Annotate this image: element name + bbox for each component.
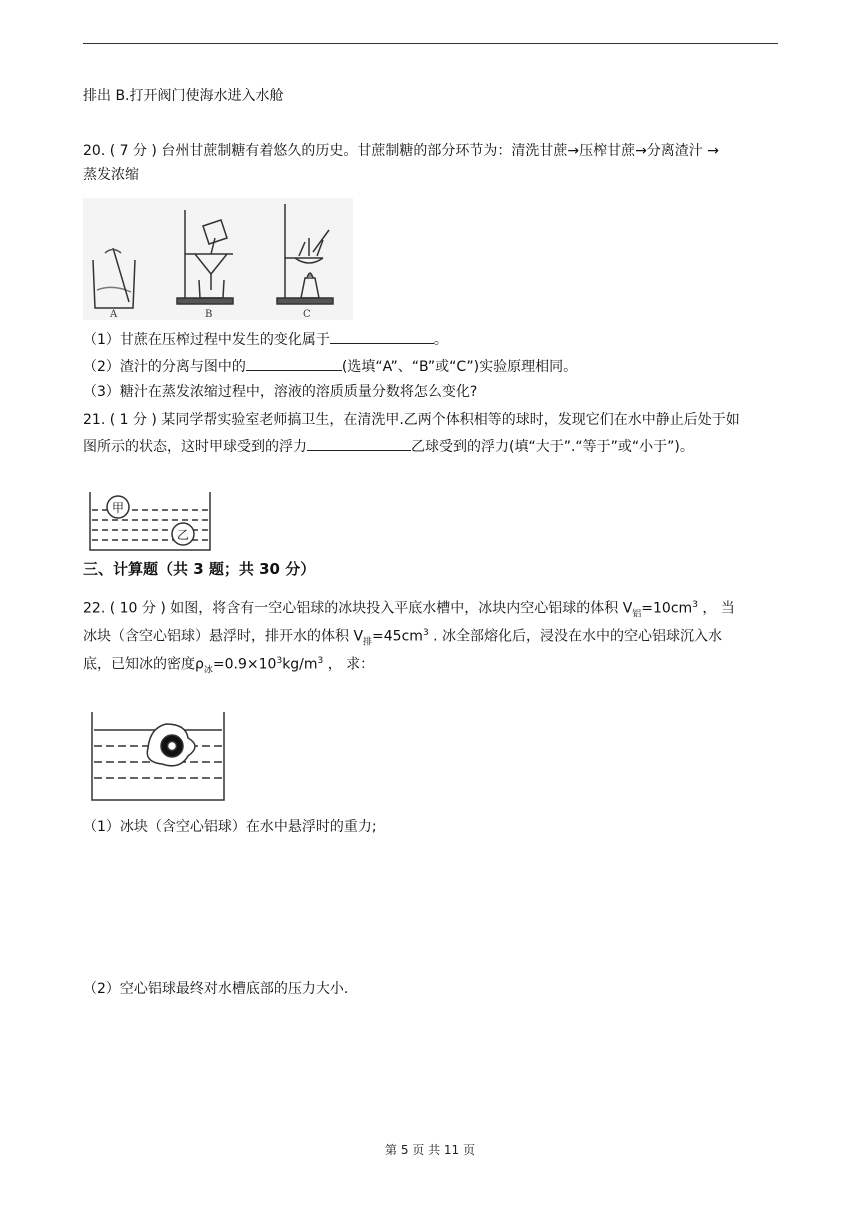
q22-line3-sup: 3 bbox=[276, 656, 283, 666]
figure-label-c: C bbox=[303, 309, 311, 320]
q21-line2-prefix: 图所示的状态，这时甲球受到的浮力 bbox=[83, 439, 307, 455]
q22-line2-sub: 排 bbox=[363, 637, 373, 648]
q20-sub2-suffix: (选填“A”、“B”或“C”)实验原理相同。 bbox=[341, 359, 578, 375]
q21-stem-line2 bbox=[83, 436, 694, 457]
q22-stem-line1 bbox=[83, 595, 735, 624]
q22-sub1: （1）冰块（含空心铝球）在水中悬浮时的重力; bbox=[83, 819, 377, 835]
q21-blank[interactable] bbox=[307, 436, 411, 451]
carryover-line: 排出 B.打开阀门使海水进入水舱 bbox=[83, 88, 284, 104]
q20-stem-line2: 蒸发浓缩 bbox=[83, 167, 139, 183]
q22-line3-value: =0.9×10 bbox=[212, 656, 277, 673]
q22-line3-sup2: 3 bbox=[317, 656, 324, 666]
q20-apparatus-figure bbox=[83, 198, 353, 320]
q20-sub1-prefix: （1）甘蔗在压榨过程中发生的变化属于 bbox=[83, 332, 330, 348]
q22-line1-sub: 铝 bbox=[632, 609, 642, 620]
q22-line1-value: =10cm bbox=[641, 600, 693, 617]
q20-sub1-blank[interactable] bbox=[330, 329, 434, 344]
q22-sub2: （2）空心铝球最终对水槽底部的压力大小. bbox=[83, 981, 349, 997]
figure-label-b: B bbox=[205, 309, 213, 320]
q22-line3-tail: ， 求： bbox=[323, 656, 375, 673]
q22-line1-text: 22. ( 10 分 ) 如图，将含有一空心铝球的冰块投入平底水槽中，冰块内空心铝球的体积 V bbox=[83, 600, 633, 617]
q20-sub2-prefix: （2）渣汁的分离与图中的 bbox=[83, 359, 246, 375]
q21-balls-figure bbox=[88, 488, 212, 552]
figure-label-a: A bbox=[110, 309, 118, 320]
q22-line1-tail: ， 当 bbox=[697, 600, 735, 617]
q22-line3-text: 底，已知冰的密度ρ bbox=[83, 656, 204, 673]
q22-line2-text: 冰块（含空心铝球）悬浮时，排开水的体积 V bbox=[83, 628, 364, 645]
header-rule bbox=[83, 43, 778, 44]
q22-line2-value: =45cm bbox=[372, 628, 423, 645]
q20-sub1-suffix: 。 bbox=[433, 332, 448, 348]
q22-line3-unit: kg/m bbox=[282, 656, 318, 673]
q22-line1-sup: 3 bbox=[692, 600, 698, 610]
section-3-heading: 三、计算题（共 3 题；共 30 分） bbox=[83, 560, 316, 578]
q22-line3-sub: 冰 bbox=[203, 665, 213, 676]
ball-jia-label: 甲 bbox=[111, 501, 125, 515]
q22-line2-sup: 3 bbox=[422, 628, 429, 638]
q21-line2-suffix: 乙球受到的浮力(填“大于”.“等于”或“小于”)。 bbox=[411, 439, 694, 455]
q22-stem-line2 bbox=[83, 623, 722, 652]
q20-sub2 bbox=[83, 356, 577, 377]
q20-sub1 bbox=[83, 329, 448, 350]
q22-line2-tail: . 冰全部熔化后，浸没在水中的空心铝球沉入水 bbox=[428, 628, 723, 645]
q20-stem-line1: 20. ( 7 分 ) 台州甘蔗制糖有着悠久的历史。甘蔗制糖的部分环节为：清洗甘蔗→压榨甘蔗→分离渣汁 → bbox=[83, 143, 719, 159]
page-footer: 第 5 页 共 11 页 bbox=[385, 1143, 475, 1157]
q21-stem-line1: 21. ( 1 分 ) 某同学帮实验室老师搞卫生，在清洗甲.乙两个体积相等的球时，发现它们在水中静止后处于如 bbox=[83, 412, 740, 428]
ball-yi-label: 乙 bbox=[176, 528, 190, 542]
q22-stem-line3 bbox=[83, 651, 374, 680]
q20-sub2-blank[interactable] bbox=[246, 356, 342, 371]
q20-sub3: （3）糖汁在蒸发浓缩过程中，溶液的溶质质量分数将怎么变化? bbox=[83, 384, 478, 400]
q22-ice-figure bbox=[88, 710, 228, 804]
